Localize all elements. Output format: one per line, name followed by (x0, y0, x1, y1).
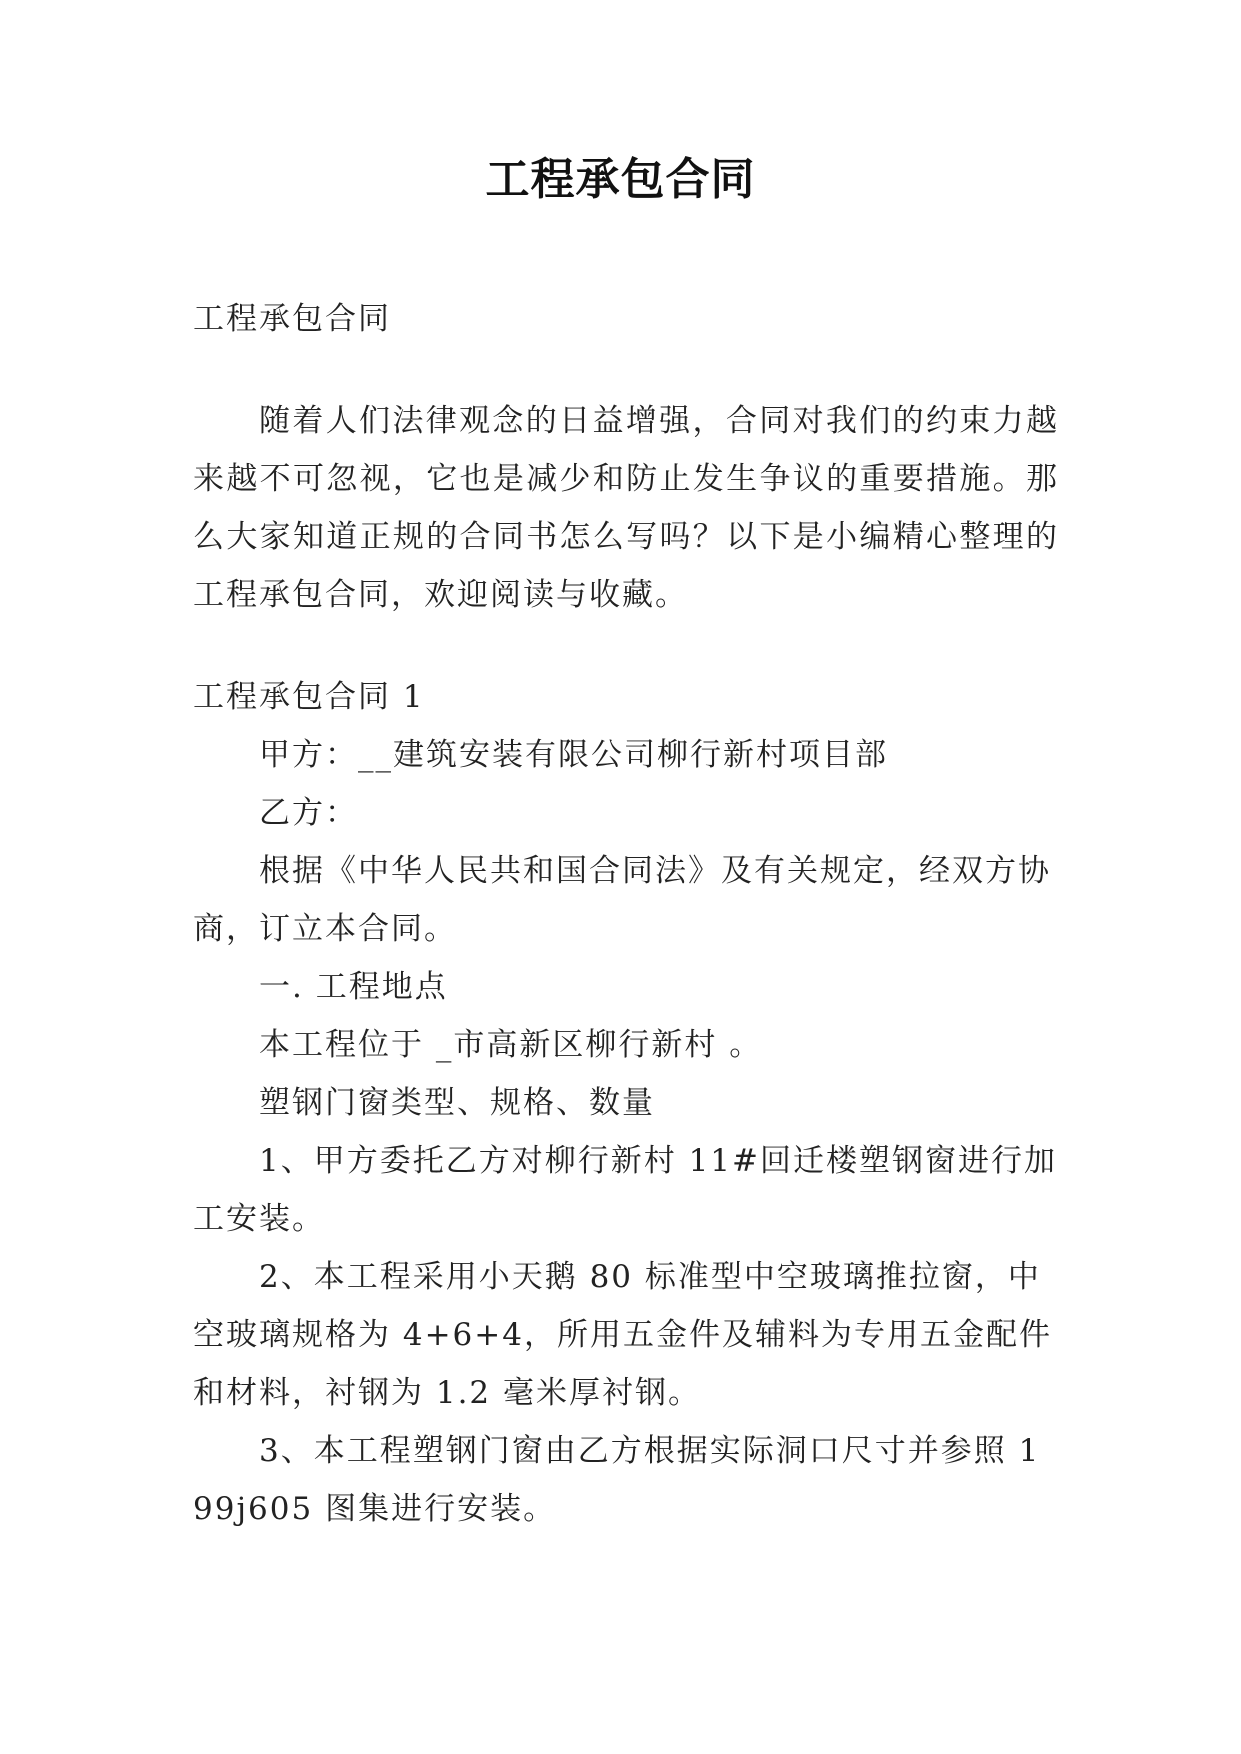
clause-item-3: 3、本工程塑钢门窗由乙方根据实际洞口尺寸并参照 199j605 图集进行安装。 (193, 1433, 1041, 1527)
clause-item-2: 2、本工程采用小天鹅 80 标准型中空玻璃推拉窗，中空玻璃规格为 4+6+4，所用五金件及辅料为专用五金配件和材料，衬钢为 1.2 毫米厚衬钢。 (193, 1259, 1052, 1411)
contract-basis: 根据《中华人民共和国合同法》及有关规定，经双方协商，订立本合同。 (193, 853, 1051, 947)
document-body (193, 290, 1059, 1538)
document-subtitle: 工程承包合同 (193, 301, 391, 337)
section-1-heading: 一. 工程地点 (259, 969, 448, 1005)
party-b: 乙方： (259, 795, 358, 831)
party-a: 甲方：__建筑安装有限公司柳行新村项目部 (259, 737, 888, 773)
document-title: 工程承包合同 (485, 154, 756, 205)
intro-paragraph: 随着人们法律观念的日益增强，合同对我们的约束力越来越不可忽视，它也是减少和防止发生争议的重要措施。那么大家知道正规的合同书怎么写吗？以下是小编精心整理的工程承包合同，欢迎阅读与收藏。 (193, 403, 1059, 613)
clause-item-1: 1、甲方委托乙方对柳行新村 11#回迁楼塑钢窗进行加工安装。 (193, 1143, 1057, 1237)
window-types-heading: 塑钢门窗类型、规格、数量 (259, 1085, 655, 1121)
contract-heading: 工程承包合同 1 (193, 679, 425, 715)
project-location: 本工程位于 _市高新区柳行新村 。 (259, 1027, 763, 1063)
